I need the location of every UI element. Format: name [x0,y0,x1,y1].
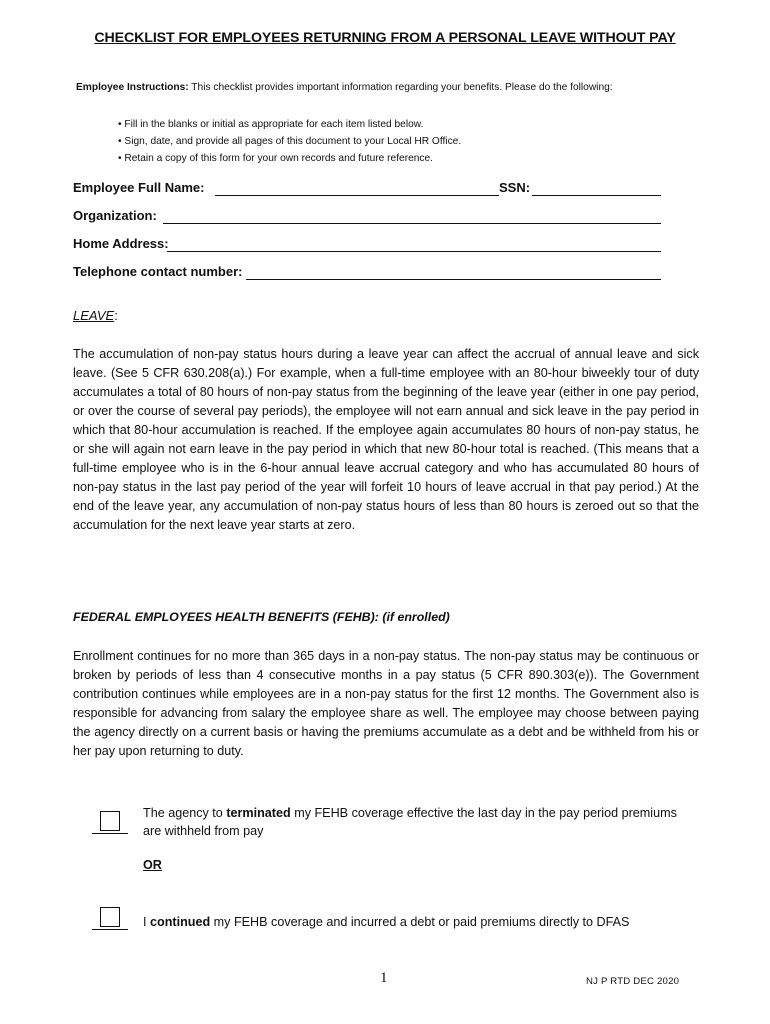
telephone-field[interactable] [246,279,661,280]
employee-name-row [73,180,663,200]
or-label: OR [143,858,162,872]
continue-option-pre: I [143,915,150,929]
instructions [76,82,716,93]
continue-coverage-checkbox[interactable] [100,907,120,927]
home-address-label: Home Address: [73,236,169,251]
organization-row [73,208,663,228]
terminate-option-bold: terminated [226,806,291,820]
terminate-option-post: my FEHB coverage effective the last day in the pay period premiums [290,806,677,820]
terminate-option-pre: The agency to [143,806,227,820]
fehb-heading: FEDERAL EMPLOYEES HEALTH BENEFITS (FEHB): (if enrolled) [73,610,450,624]
telephone-label: Telephone contact number: [73,264,243,279]
employee-name-label: Employee Full Name: [73,180,205,195]
ssn-field[interactable] [532,195,661,196]
home-address-field[interactable] [167,251,661,252]
terminate-option-line2: are withheld from pay [143,824,264,838]
instructions-text: This checklist provides important information regarding your benefits. Please do the following: [188,82,613,93]
organization-field[interactable] [163,223,661,224]
leave-heading-text: LEAVE [73,308,115,323]
continue-option-bold: continued [150,915,211,929]
fehb-paragraph: Enrollment continues for no more than 365 days in a non-pay status. The non-pay status may be continuous or broken by periods of less than 4 consecutive months in a pay status (5 CFR 890.303(e)). The Government contribution continues while employees are in a non-pay status for the first 12 months. The Government also is responsible for advancing from salary the employee share as well. The employee may choose between paying the agency directly on a current basis or having the premiums accumulate as a debt and be withheld from his or her pay upon returning to duty. [73,649,699,758]
continue-option-post: my FEHB coverage and incurred a debt or paid premiums directly to DFAS [210,915,630,929]
terminate-option-text [143,804,753,823]
leave-heading-colon: : [114,308,118,323]
bullet-item: • Fill in the blanks or initial as appropriate for each item listed below. [118,119,424,130]
leave-paragraph: The accumulation of non-pay status hours during a leave year can affect the accrual of annual leave and sick leave. (See 5 CFR 630.208(a).) For example, when a full-time employee with an 80-hour biweekly tour of duty accumulates a total of 80 hours of non-pay status from the beginning of the leave year (either in one pay period, or over the course of several pay periods), the employee will not earn annual and sick leave in the pay period in which that 80-hour accumulation is reached. If the employee again accumulates 80 hours of non-pay status, he or she will again not earn leave in the pay period in which that new 80-hour total is reached. (This means that a full-time employee who is in the 6-hour annual leave accrual category and who has accumulated 80 hours of non-pay status in the last pay period of the year will forfeit 10 hours of leave accrual in that pay period.) At the end of the leave year, any accumulation of non-pay status hours of less than 80 hours is zeroed out so that the accumulation for the next leave year starts at zero. [73,347,699,532]
leave-heading [73,308,118,323]
home-address-row [73,236,663,256]
terminate-coverage-checkbox[interactable] [100,811,120,831]
page-title: CHECKLIST FOR EMPLOYEES RETURNING FROM A PERSONAL LEAVE WITHOUT PAY [94,30,676,46]
telephone-row [73,264,663,284]
continue-option-text [143,913,629,932]
instructions-label: Employee Instructions: [76,82,189,93]
continue-initial-line[interactable] [92,929,128,930]
instruction-bullets [118,116,461,167]
bullet-item: • Retain a copy of this form for your own records and future reference. [118,153,434,164]
employee-name-field[interactable] [215,195,499,196]
page-number: 1 [380,970,388,986]
organization-label: Organization: [73,208,157,223]
terminate-initial-line[interactable] [92,833,128,834]
form-code: NJ P RTD DEC 2020 [586,976,680,987]
ssn-label: SSN: [499,180,531,195]
bullet-item: • Sign, date, and provide all pages of this document to your Local HR Office. [118,136,462,147]
